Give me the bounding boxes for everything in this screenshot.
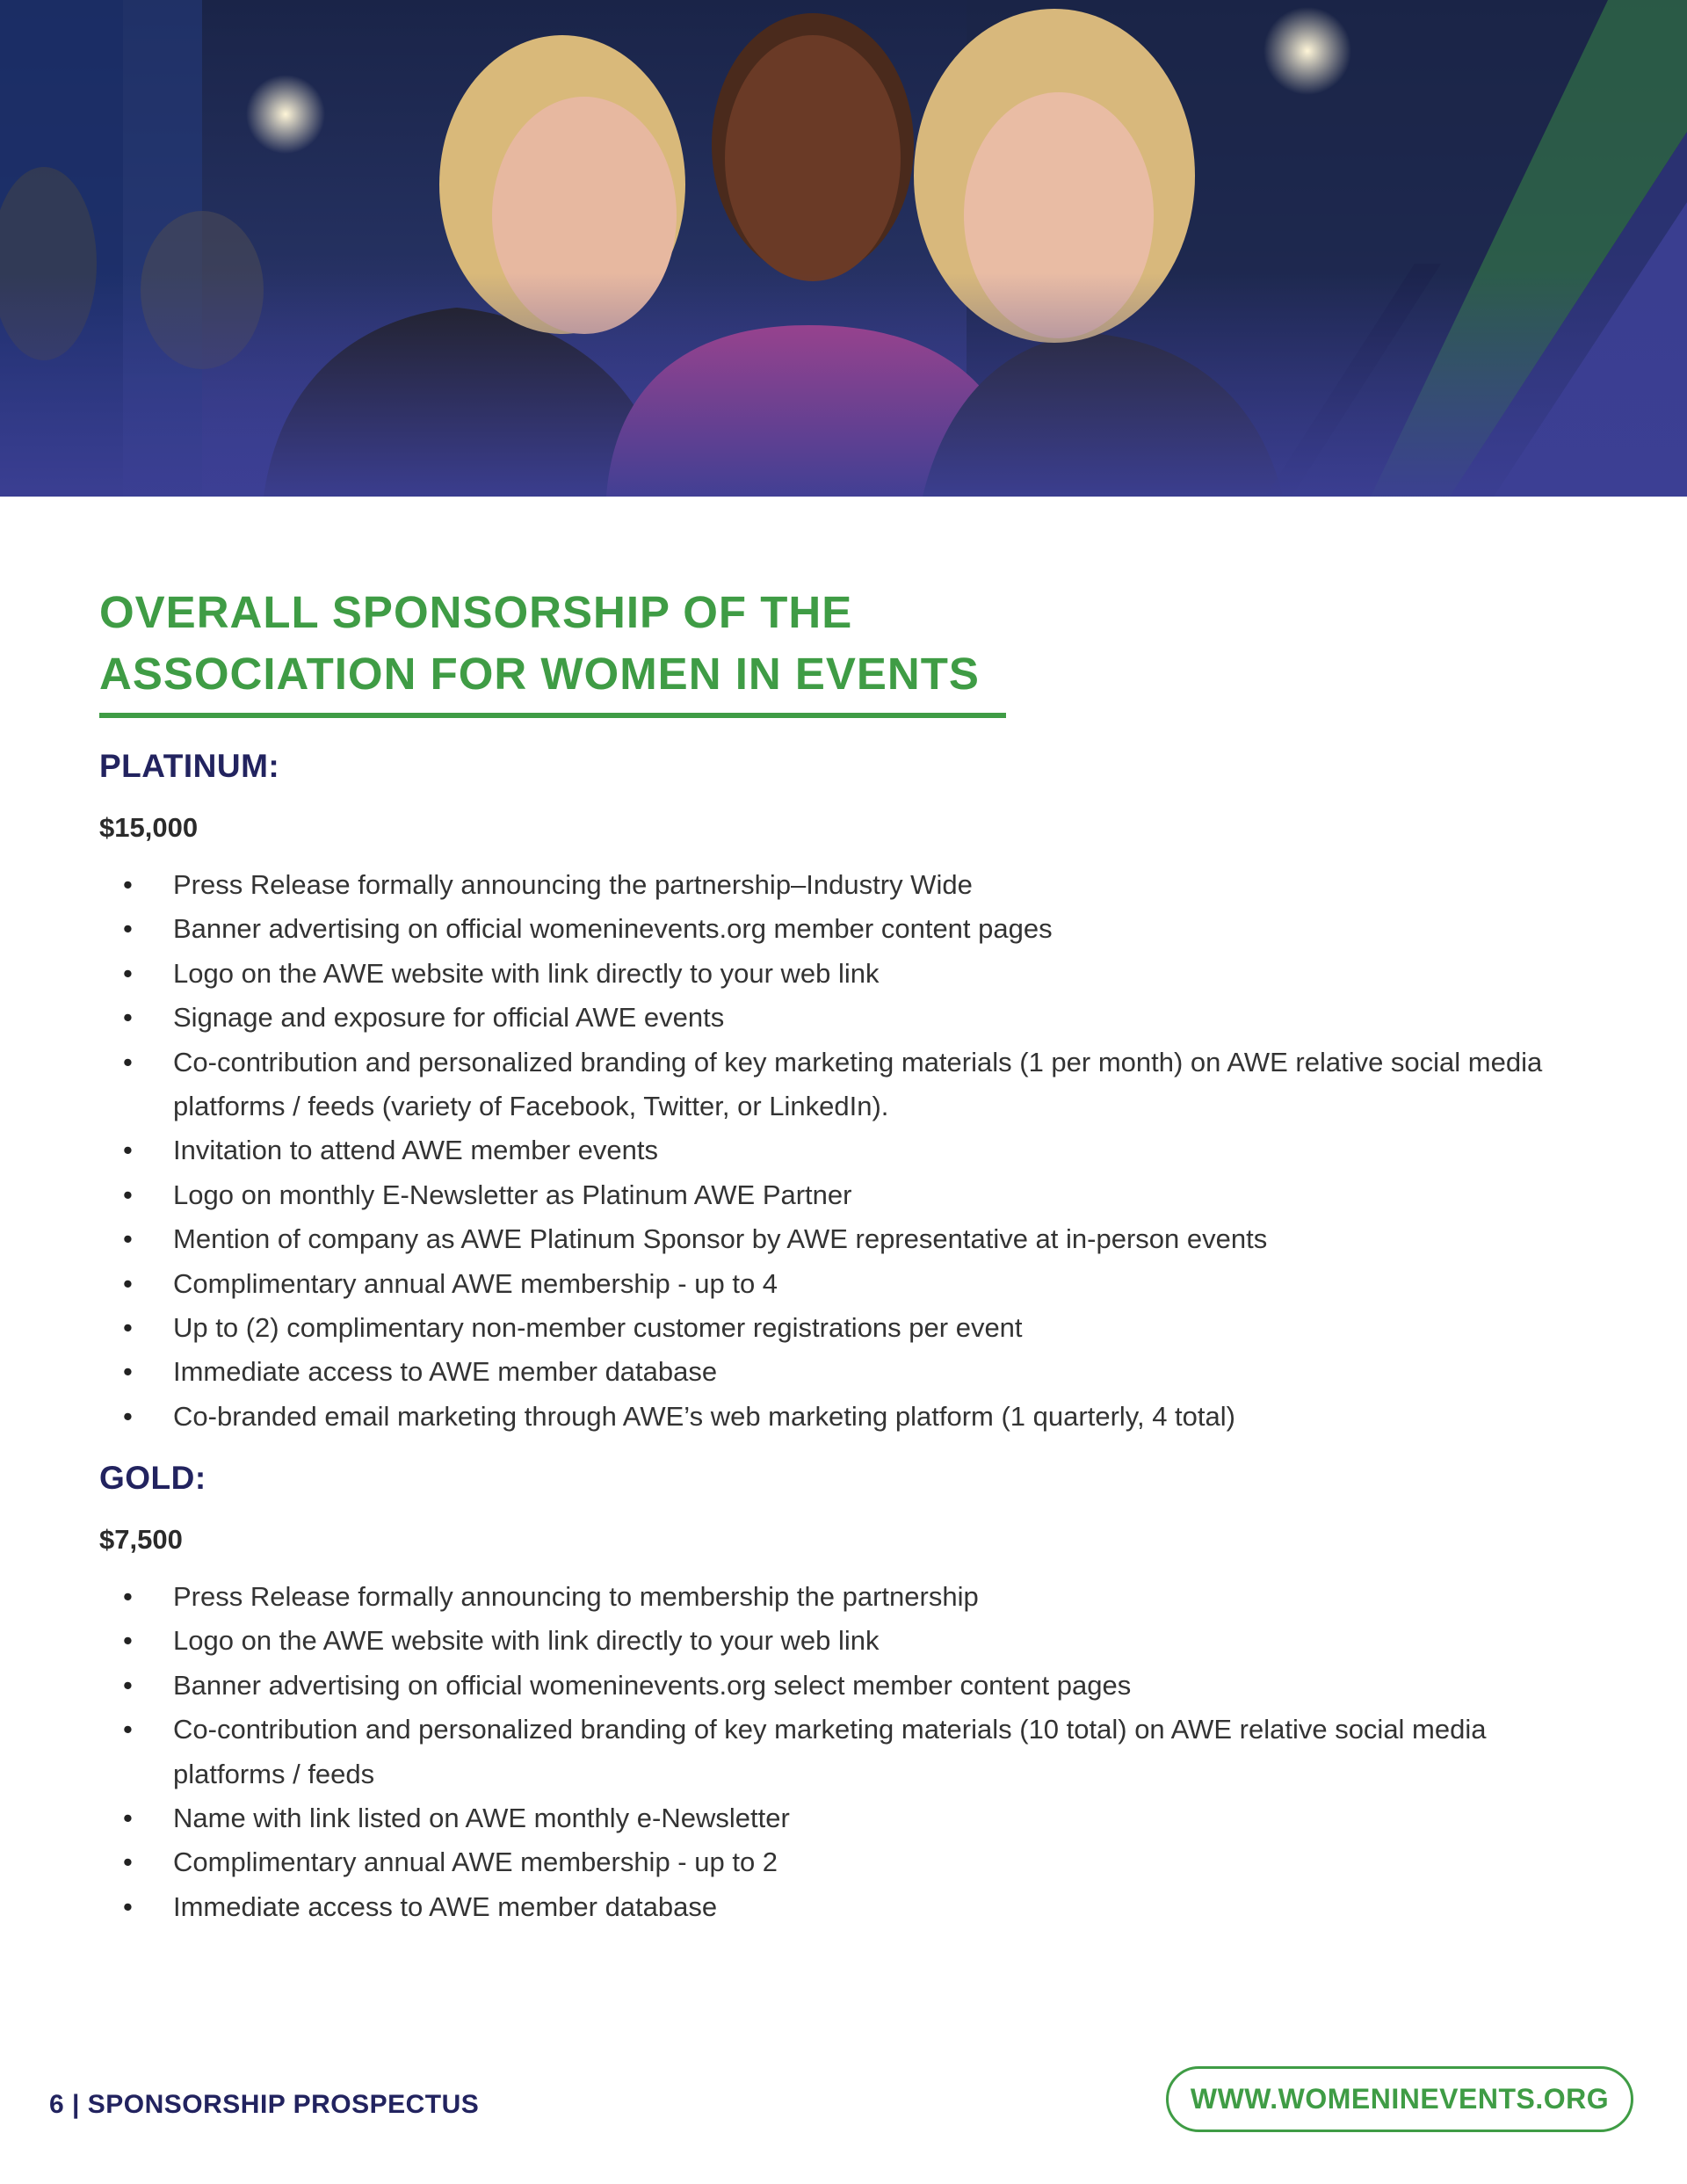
bullet-icon: • xyxy=(123,1356,133,1388)
bullet-icon: • xyxy=(123,1046,133,1077)
benefit-text: Complimentary annual AWE membership - up to 2 xyxy=(173,1847,778,1878)
bullet-icon: • xyxy=(123,1669,133,1701)
benefit-text: Banner advertising on official womeninevents.org select member content pages xyxy=(173,1669,1132,1701)
benefit-text: Co-contribution and personalized branding of key marketing materials (1 per month) on AWE relative social media platforms / feeds (variety of Facebook, Twitter, or LinkedIn). xyxy=(173,1046,1543,1122)
bullet-icon: • xyxy=(123,1714,133,1745)
benefit-text: Mention of company as AWE Platinum Sponsor by AWE representative at in-person events xyxy=(173,1223,1268,1255)
benefit-item xyxy=(123,1173,1599,1217)
benefit-text: Complimentary annual AWE membership - up to 4 xyxy=(173,1267,778,1299)
bullet-icon: • xyxy=(123,1135,133,1166)
benefit-list-platinum xyxy=(123,863,1599,1439)
benefit-text: Press Release formally announcing the partnership–Industry Wide xyxy=(173,869,973,900)
footer-page-label: 6 | SPONSORSHIP PROSPECTUS xyxy=(49,2090,480,2119)
benefit-item xyxy=(123,1708,1599,1796)
benefit-item xyxy=(123,1217,1599,1261)
benefit-item xyxy=(123,1041,1599,1129)
benefit-item xyxy=(123,952,1599,996)
benefit-text: Logo on the AWE website with link directly to your web link xyxy=(173,1625,880,1657)
bullet-icon: • xyxy=(123,1400,133,1432)
bullet-icon: • xyxy=(123,1223,133,1255)
benefit-item xyxy=(123,1262,1599,1306)
title-underline xyxy=(99,713,1006,718)
tier-price-gold: $7,500 xyxy=(99,1524,183,1555)
benefit-text: Signage and exposure for official AWE events xyxy=(173,1002,725,1034)
bullet-icon: • xyxy=(123,1890,133,1922)
benefit-text: Co-branded email marketing through AWE’s web marketing platform (1 quarterly, 4 total) xyxy=(173,1400,1235,1432)
bullet-icon: • xyxy=(123,1179,133,1210)
bullet-icon: • xyxy=(123,1625,133,1657)
page-title xyxy=(99,582,1066,705)
benefit-item xyxy=(123,1575,1599,1619)
benefit-item xyxy=(123,1128,1599,1172)
bullet-icon: • xyxy=(123,1847,133,1878)
title-line-2: ASSOCIATION FOR WOMEN IN EVENTS xyxy=(99,649,980,699)
benefit-item xyxy=(123,996,1599,1040)
bullet-icon: • xyxy=(123,1312,133,1344)
benefit-text: Invitation to attend AWE member events xyxy=(173,1135,658,1166)
benefit-item xyxy=(123,1796,1599,1840)
benefit-item xyxy=(123,1885,1599,1929)
benefit-item xyxy=(123,1664,1599,1708)
benefit-item xyxy=(123,1619,1599,1663)
benefit-item xyxy=(123,1840,1599,1884)
hero-photo xyxy=(0,0,1687,497)
benefit-text: Banner advertising on official womeninevents.org member content pages xyxy=(173,913,1053,945)
benefit-item xyxy=(123,1350,1599,1394)
benefit-item xyxy=(123,1395,1599,1439)
website-link[interactable]: WWW.WOMENINEVENTS.ORG xyxy=(1166,2066,1633,2132)
bullet-icon: • xyxy=(123,1803,133,1834)
benefit-text: Logo on the AWE website with link directly to your web link xyxy=(173,957,880,989)
bullet-icon: • xyxy=(123,1581,133,1612)
benefit-text: Name with link listed on AWE monthly e-Newsletter xyxy=(173,1803,790,1834)
bullet-icon: • xyxy=(123,1267,133,1299)
bullet-icon: • xyxy=(123,913,133,945)
title-line-1: OVERALL SPONSORSHIP OF THE xyxy=(99,587,853,637)
benefit-item xyxy=(123,907,1599,951)
benefit-item xyxy=(123,1306,1599,1350)
benefit-item xyxy=(123,863,1599,907)
benefit-text: Logo on monthly E-Newsletter as Platinum AWE Partner xyxy=(173,1179,852,1210)
bullet-icon: • xyxy=(123,869,133,900)
bullet-icon: • xyxy=(123,1002,133,1034)
tier-price-platinum: $15,000 xyxy=(99,812,199,843)
benefit-text: Co-contribution and personalized branding of key marketing materials (10 total) on AWE relative social media platforms / feeds xyxy=(173,1714,1487,1789)
benefit-text: Up to (2) complimentary non-member customer registrations per event xyxy=(173,1312,1023,1344)
benefit-text: Immediate access to AWE member database xyxy=(173,1356,718,1388)
tier-heading-platinum: PLATINUM: xyxy=(99,748,280,784)
bullet-icon: • xyxy=(123,957,133,989)
benefit-text: Immediate access to AWE member database xyxy=(173,1890,718,1922)
benefit-list-gold xyxy=(123,1575,1599,1929)
tier-heading-gold: GOLD: xyxy=(99,1460,206,1496)
benefit-text: Press Release formally announcing to membership the partnership xyxy=(173,1581,979,1612)
